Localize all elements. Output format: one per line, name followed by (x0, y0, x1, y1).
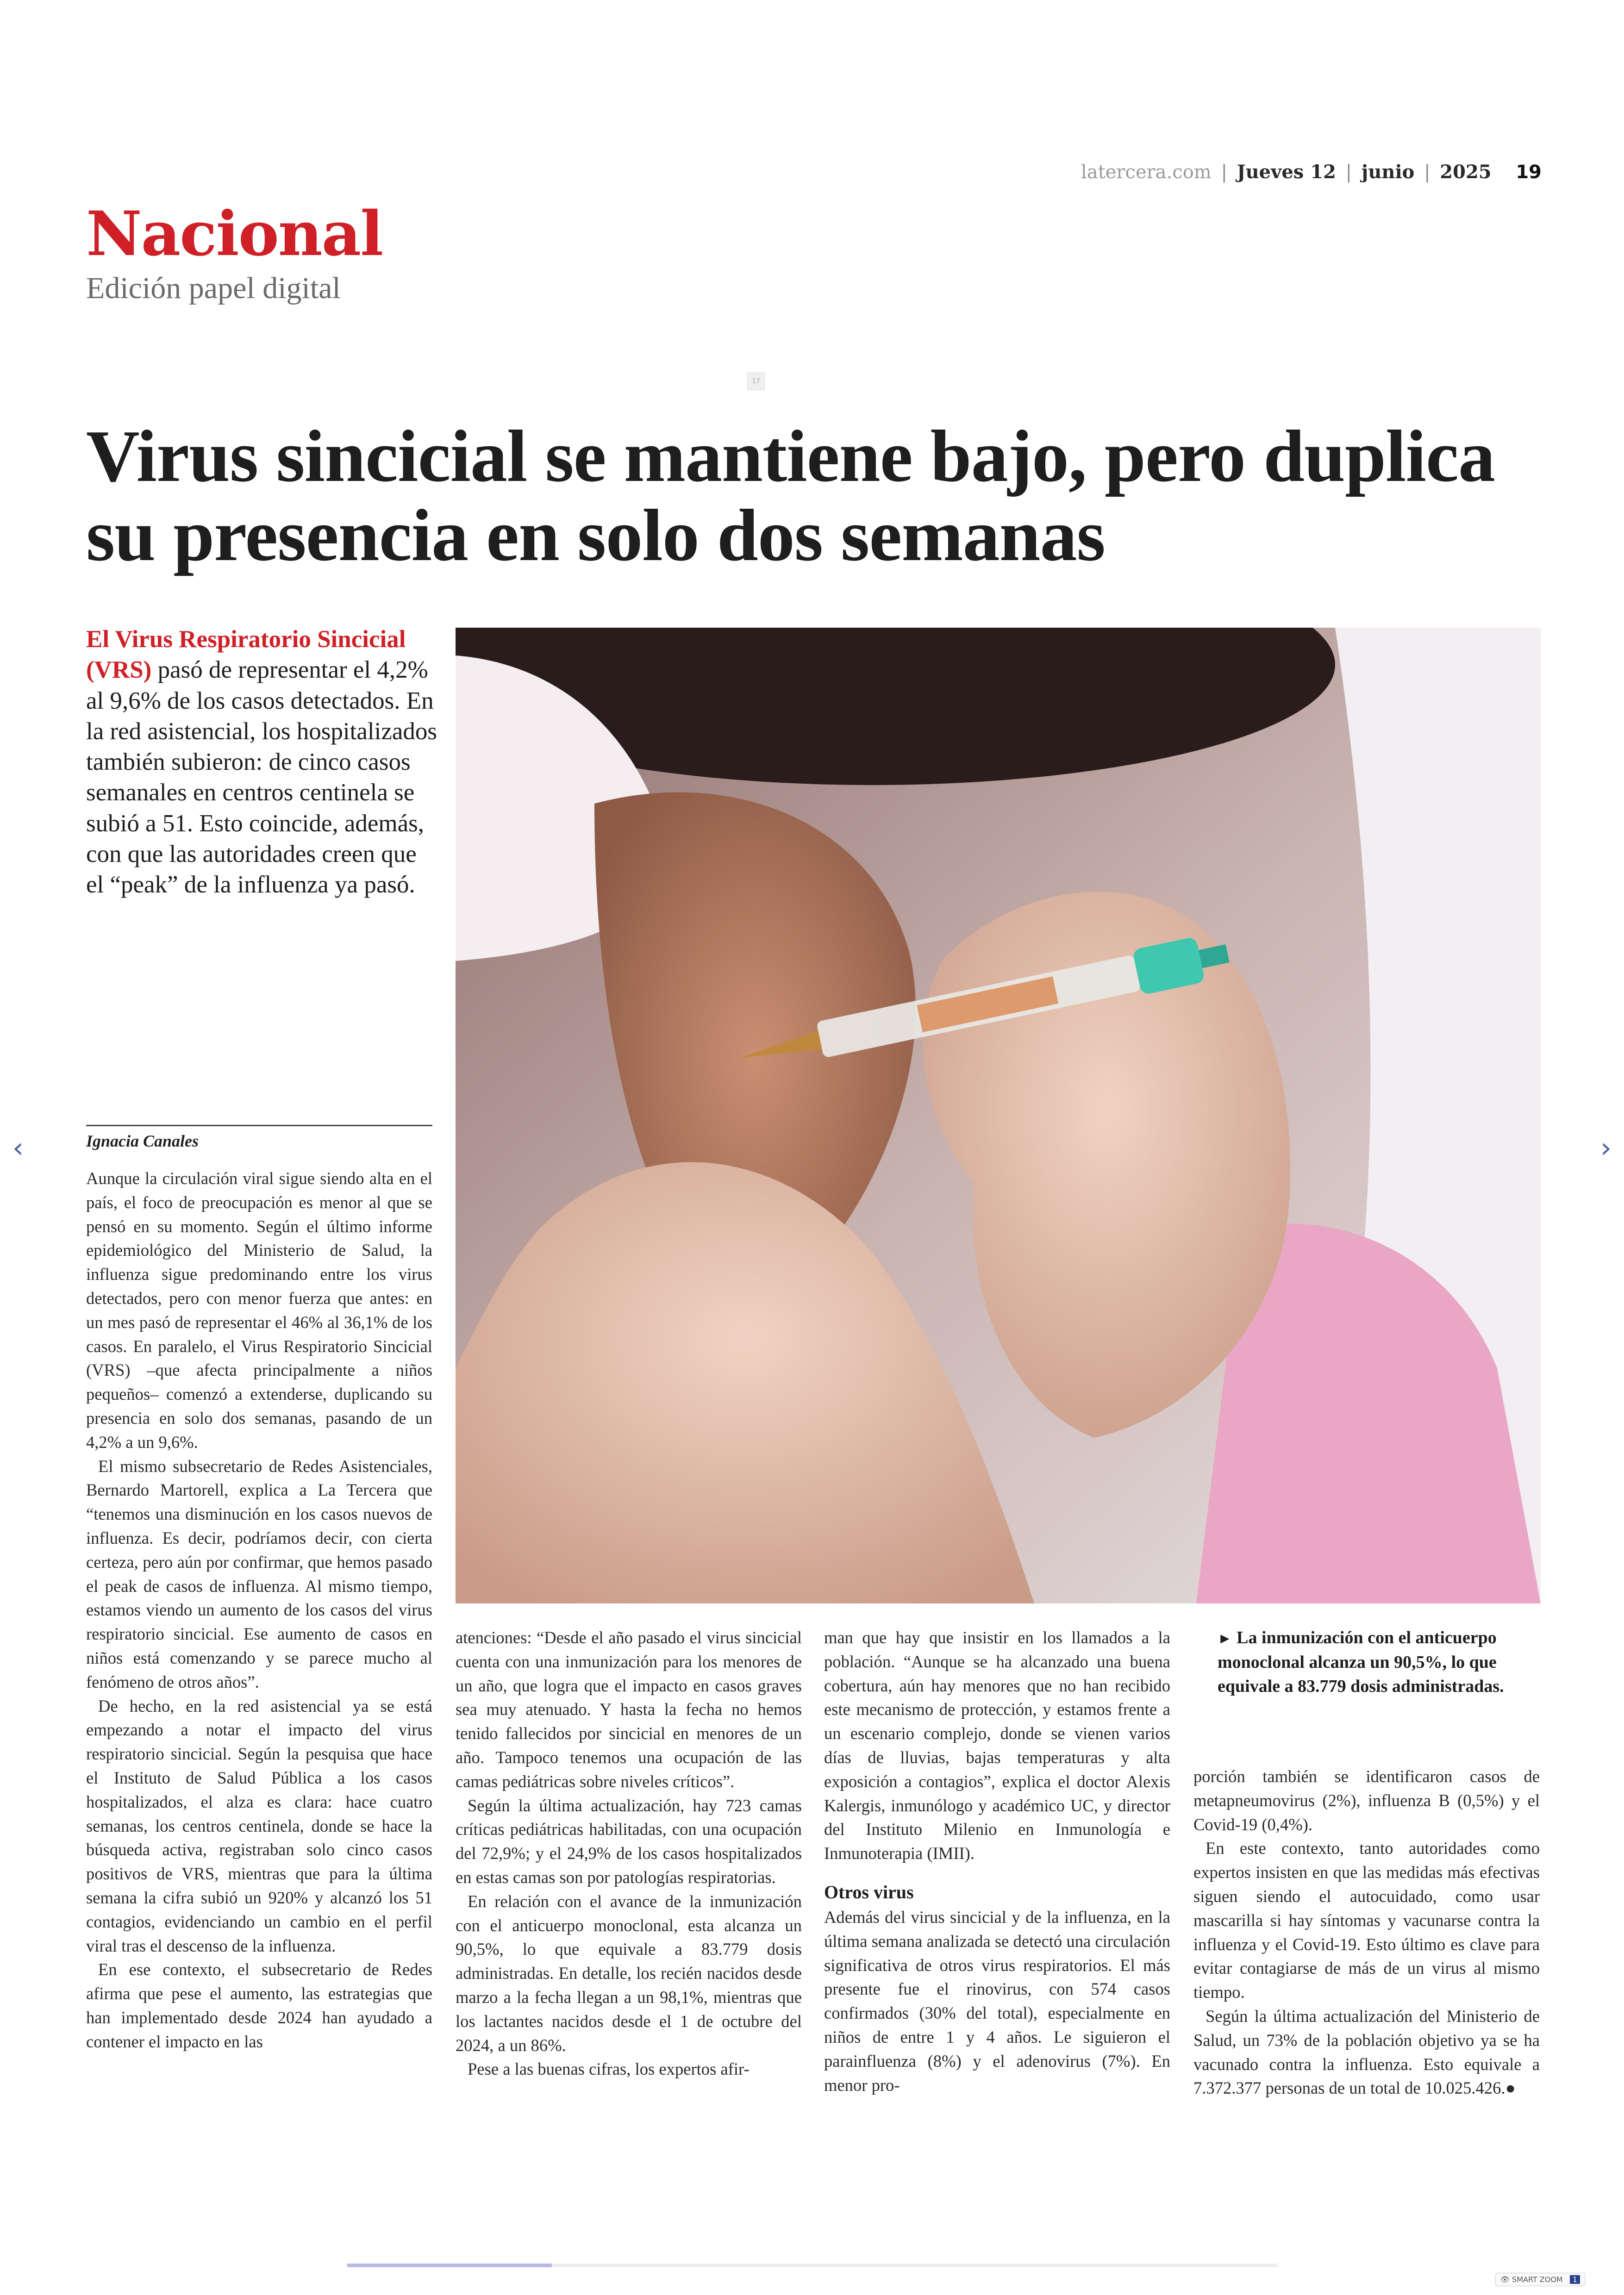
prev-page-button[interactable] (6, 1129, 30, 1166)
paragraph: Aunque la circulación viral sigue siendo alta en el país, el foco de preocupación es menor al que se pensó en su momento. Según el último informe epidemiológico del Ministerio de Salud, la influenza sigue predominando entre los virus detectados, pero con menor fuerza que antes: en un mes pasó de representar el 46% al 36,1% de los casos. En paralelo, el Virus Respiratorio Sincicial (VRS) –que afecta principalmente a niños pequeños– comenzó a extenderse, duplicando su presencia en solo dos semanas, pasando de un 4,2% a un 9,6%. (86, 1169, 432, 1452)
subheading-otros-virus: Otros virus (824, 1881, 914, 1902)
page-progress-fill (347, 2264, 552, 2267)
lead-text: pasó de representar el 4,2% al 9,6% de los casos detectados. En la red asistencial, los hospitalizados también subieron: de cinco casos semanales en centros centinela se subió a 51. Esto coincide, además, con que las autoridades creen que el “peak” de la influenza ya pasó. (86, 656, 437, 898)
photo-caption (1218, 1626, 1542, 1698)
byline-rule (86, 1125, 432, 1126)
arrow-right-icon: ► (1218, 1630, 1232, 1646)
smart-zoom-count: 1 (1570, 2275, 1580, 2284)
page-number: 19 (1516, 162, 1542, 183)
eye-icon: 👁 (1500, 2275, 1510, 2284)
paragraph (1193, 2004, 1540, 2100)
smart-zoom-button[interactable] (1495, 2273, 1585, 2286)
chevron-right-icon: › (1600, 1132, 1612, 1164)
page-marker: 17 (747, 373, 765, 390)
paragraph: porción también se identificaron casos de metapneumovirus (2%), influenza B (0,5%) y el Covid-19 (0,4%). (1193, 1767, 1540, 1834)
masthead: latercera.com | Jueves 12 | junio | 2025 19 (1081, 161, 1542, 183)
date-weekday: Jueves 12 (1237, 161, 1336, 183)
byline: Ignacia Canales (86, 1132, 199, 1150)
date-month: junio (1361, 161, 1415, 183)
date-year: 2025 (1440, 161, 1492, 183)
vaccination-photo-illustration (456, 628, 1541, 1603)
lead-highlight: El Virus Respiratorio Sincicial (VRS) (86, 626, 406, 684)
smart-zoom-label: SMART ZOOM (1512, 2275, 1563, 2284)
headline: Virus sincicial se mantiene bajo, pero duplica su presencia en solo dos semanas (86, 415, 1495, 577)
chevron-left-icon: ‹ (12, 1132, 24, 1164)
lead-paragraph (86, 624, 438, 900)
article-column-2 (456, 1626, 802, 2081)
article-column-3 (824, 1626, 1170, 2097)
paragraph: El mismo subsecretario de Redes Asistenciales, Bernardo Martorell, explica a La Tercera que “tenemos una disminución en los casos nuevos de influenza. Es decir, podríamos decir, con cierta certeza, pero aún por confirmar, que hemos pasado el peak de casos de influenza. Al mismo tiempo, estamos viendo un aumento de los casos del virus respiratorio sincicial. Ese aumento de casos en niños está comenzando y se parece mucho al fenómeno de otros años”. (86, 1456, 432, 1691)
article-photo (456, 628, 1541, 1603)
article-column-1 (86, 1166, 432, 2053)
paragraph: Además del virus sincicial y de la influenza, en la última semana analizada se detectó una circulación significativa de otros virus respiratorios. El más presente fue el rinovirus, con 574 casos confirmados (30% del total), especialmente en niños de entre 1 y 4 años. Le siguieron el parainfluenza (8%) y el adenovirus (7%). En menor pro- (824, 1907, 1170, 2095)
paragraph: Pese a las buenas cifras, los expertos afir- (468, 2059, 750, 2079)
paragraph: De hecho, en la red asistencial ya se está empezando a notar el impacto del virus respiratorio sincicial. Según la pesquisa que hace el Instituto de Salud Pública a los casos hospitalizados, el alza es clara: hace cuatro semanas, los centros centinela, donde se hace la búsqueda activa, registraban solo cinco casos positivos de VRS, mientras que para la última semana la cifra subió un 920% y alcanzó los 51 contagios, evidenciando un cambio en el perfil viral tras el descenso de la influenza. (86, 1696, 432, 1955)
section-title: Nacional (86, 198, 383, 270)
paragraph: En ese contexto, el subsecretario de Redes afirma que pese el aumento, las estrategias que han implementado desde 2024 han ayudado a contener el impacto en las (86, 1960, 432, 2051)
site-name: latercera.com (1081, 162, 1212, 183)
paragraph: En este contexto, tanto autoridades como expertos insisten en que las medidas más efectivas siguen siendo el autocuidado, como usar mascarilla si hay síntomas y vacunarse contra la influenza y el Covid-19. Esto último es clave para evitar contagiarse de más de un virus al mismo tiempo. (1193, 1839, 1540, 2002)
next-page-button[interactable] (1594, 1129, 1618, 1166)
paragraph: atenciones: “Desde el año pasado el virus sincicial cuenta con una inmunización para los menores de un año, que logra que el impacto en casos graves sea muy atenuado. Y hasta la fecha no hemos tenido fallecidos por sincicial en menores de un año. Tampoco tenemos una ocupación de las camas pediátricas sobre niveles críticos”. (456, 1628, 802, 1791)
paragraph: Según la última actualización, hay 723 camas críticas pediátricas habilitadas, con una ocupación del 72,9%; y el 24,9% de los casos hospitalizados en estas camas son por patologías respiratorias. (456, 1796, 802, 1887)
paragraph-text: Según la última actualización del Ministerio de Salud, un 73% de la población objetivo ya se ha vacunado contra la influenza. Esto equivale a 7.372.377 personas de un total de 10.025.426. (1193, 2006, 1540, 2098)
end-mark-icon: ● (1505, 2078, 1516, 2098)
caption-text: La inmunización con el anticuerpo monoclonal alcanza un 90,5%, lo que equivale a 83.779 dosis administradas. (1218, 1628, 1504, 1696)
section-subtitle: Edición papel digital (86, 271, 341, 305)
paragraph: En relación con el avance de la inmunización con el anticuerpo monoclonal, esta alcanza un 90,5%, lo que equivale a 83.779 dosis administradas. En detalle, los recién nacidos desde marzo a la fecha llegan a un 98,1%, mientras que los lactantes nacidos desde el 1 de octubre del 2024, a un 86%. (456, 1891, 802, 2055)
paragraph: man que hay que insistir en los llamados a la población. “Aunque se ha alcanzado una buena cobertura, aún hay menores que no han recibido este mecanismo de protección, y estamos frente a un escenario complejo, donde se vienen varios días de lluvias, bajas temperaturas y alta exposición a contagios”, explica el doctor Alexis Kalergis, inmunólogo y académico UC, y director del Instituto Milenio en Inmunología e Inmunoterapia (IMII). (824, 1628, 1170, 1863)
article-column-4 (1193, 1765, 1540, 2100)
